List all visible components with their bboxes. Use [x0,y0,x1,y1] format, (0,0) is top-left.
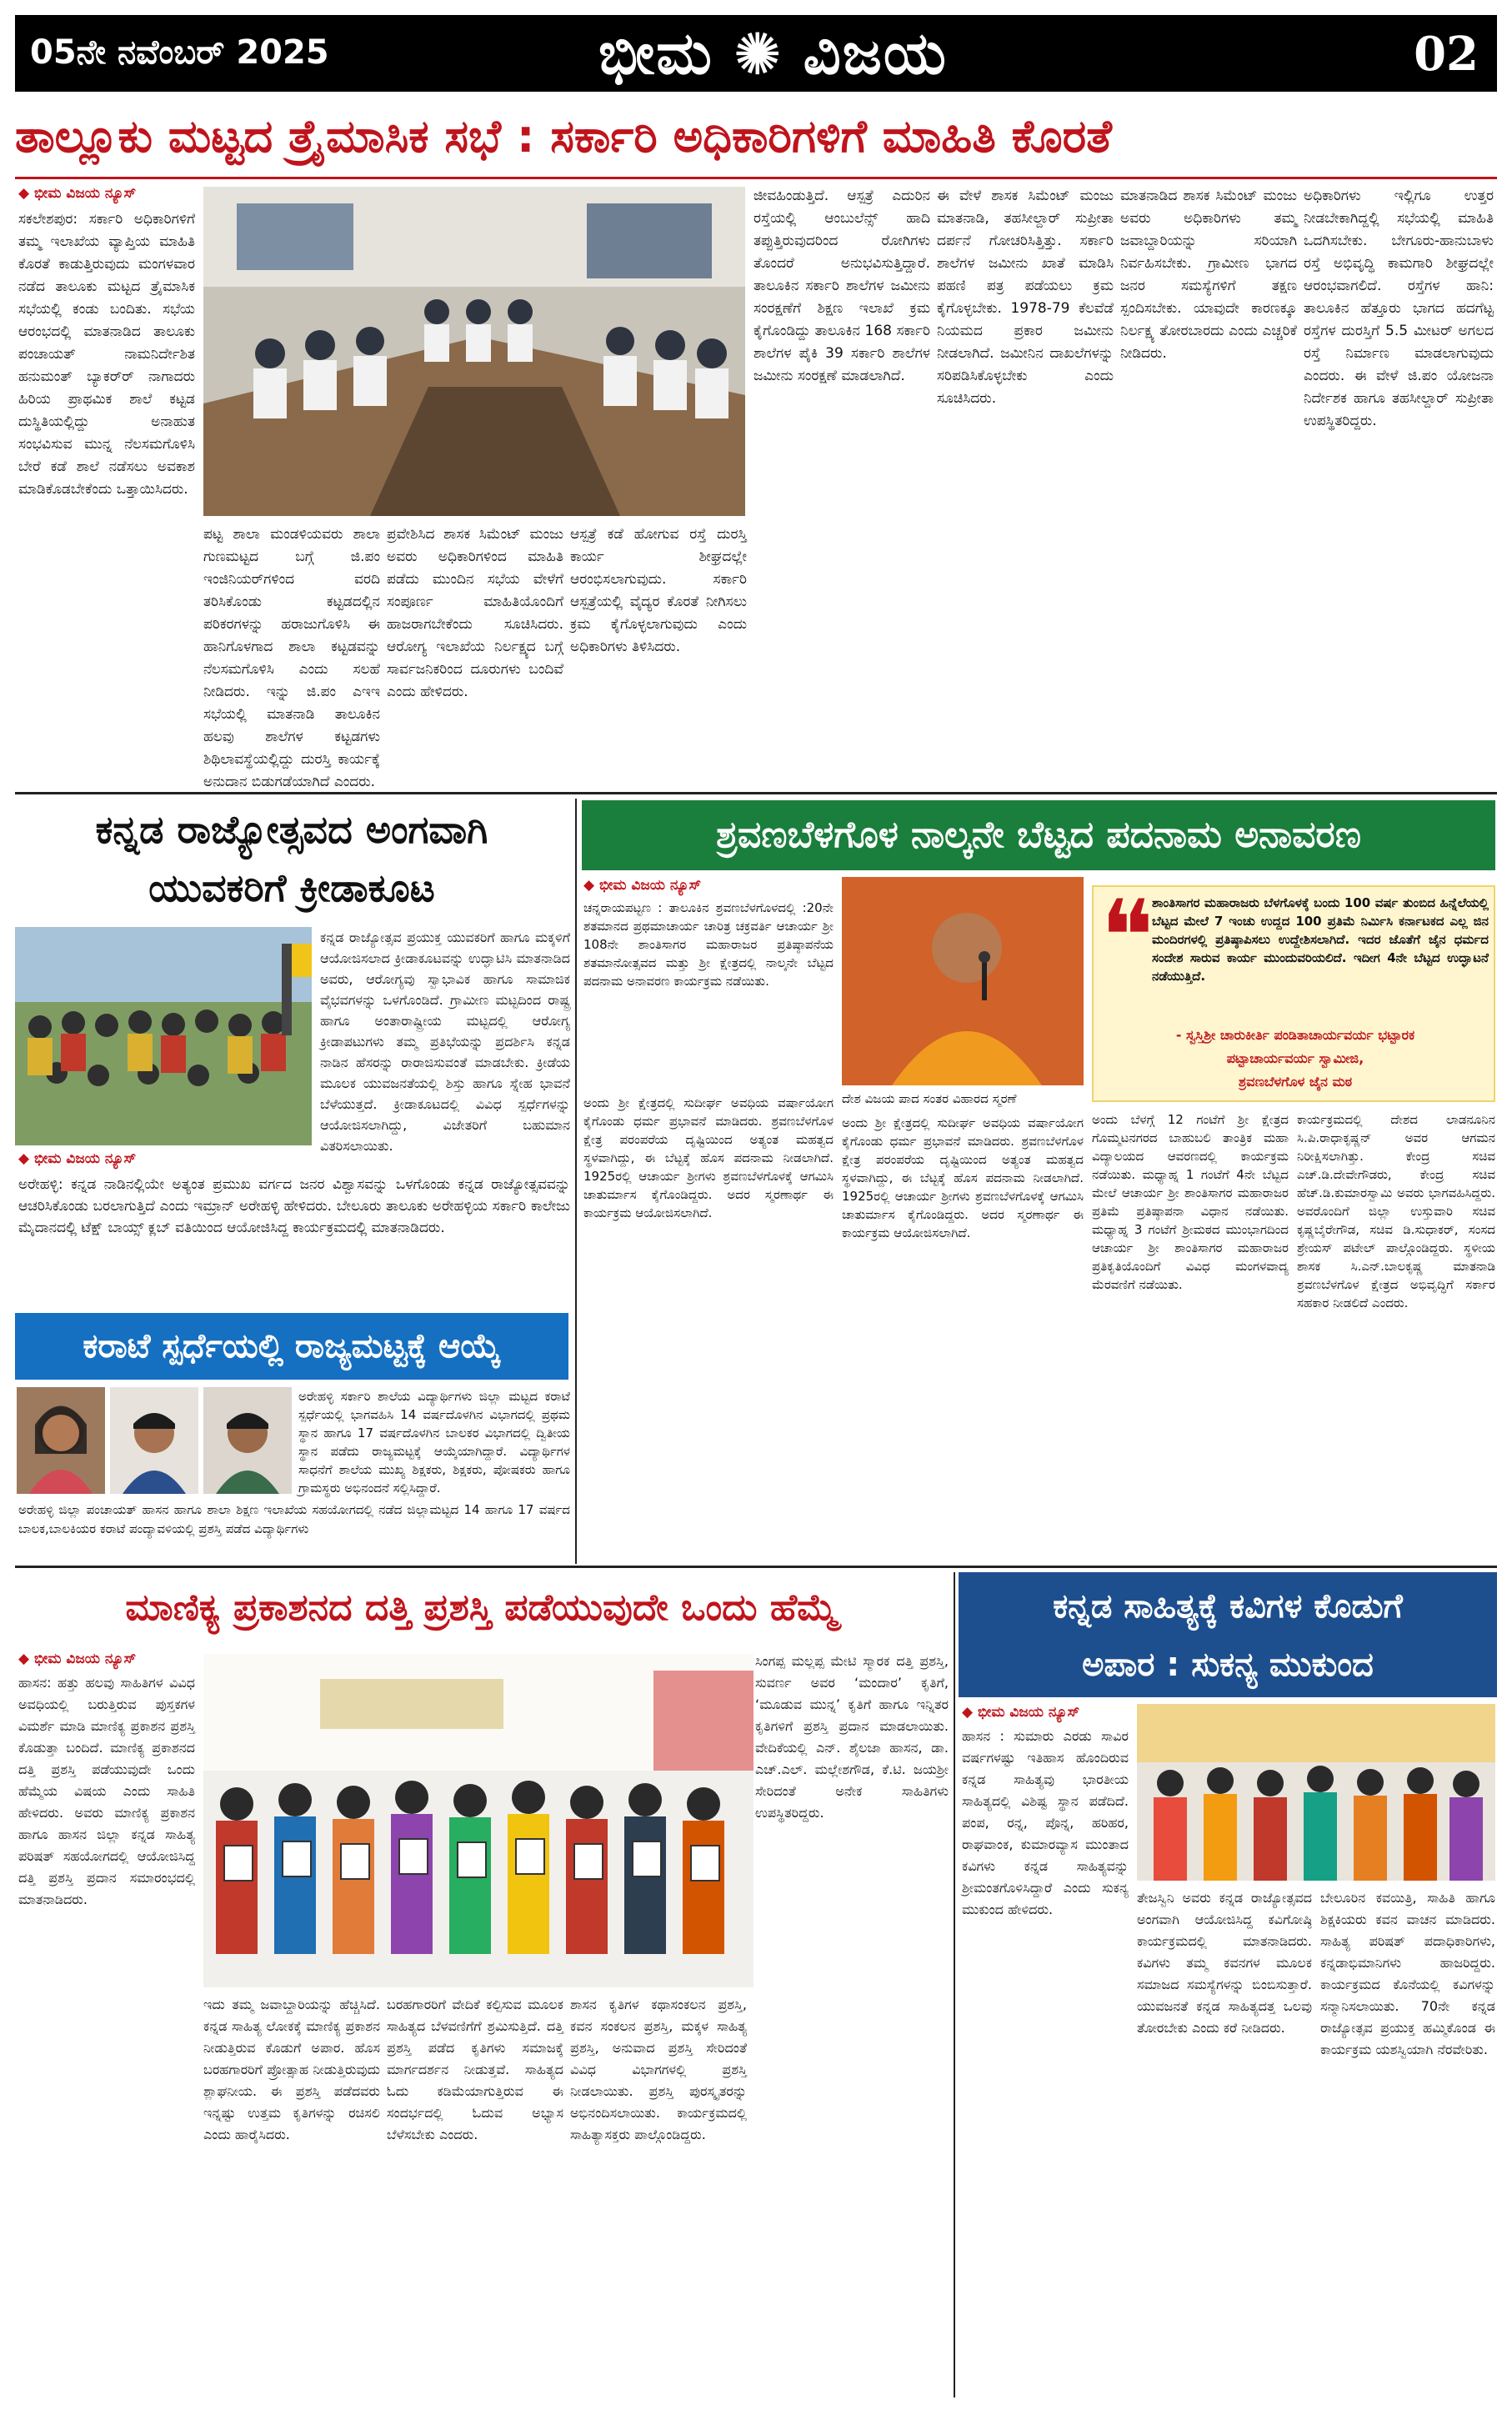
article1-col5: ಜೀವಹಿಂಡುತ್ತಿದೆ. ಆಸ್ಪತ್ರೆ ಎದುರಿನ ರಸ್ತೆಯಲ್ಲಿ ಆಂಬುಲೆನ್ಸ್ ಹಾದಿ ತಪ್ಪುತ್ತಿರುವುದರಿಂದ ರೋಗಿಗಳು ತೊಂದರೆ ಅನುಭವಿಸುತ್ತಿದ್ದಾರೆ. ತಾಲೂಕಿನ ಸರ್ಕಾರಿ ಶಾಲೆಗಳ ಜಮೀನು ಸಂರಕ್ಷಣೆಗೆ ಶಿಕ್ಷಣ ಇಲಾಖೆ ಕ್ರಮ ಕೈಗೊಂಡಿದ್ದು ತಾಲೂಕಿನ 168 ಸರ್ಕಾರಿ ಶಾಲೆಗಳ ಪೈಕಿ 39 ಸರ್ಕಾರಿ ಶಾಲೆಗಳ ಜಮೀನು ಸಂರಕ್ಷಣೆ ಮಾಡಲಾಗಿದೆ. [753,188,930,384]
article1-col3: ಪ್ರವೇಶಿಸಿದ ಶಾಸಕ ಸಿಮೆಂಟ್ ಮಂಜು ಅವರು ಅಧಿಕಾರಿಗಳಿಂದ ಮಾಹಿತಿ ಪಡೆದು ಮುಂದಿನ ಸಭೆಯ ವೇಳೆಗೆ ಸಂಪೂರ್ಣ ಮಾಹಿತಿಯೊಂದಿಗೆ ಹಾಜರಾಗಬೇಕೆಂದು ಸೂಚಿಸಿದರು. ಆರೋಗ್ಯ ಇಲಾಖೆಯ ನಿರ್ಲಕ್ಷ್ಯದ ಬಗ್ಗೆ ಸಾರ್ವಜನಿಕರಿಂದ ದೂರುಗಳು ಬಂದಿವೆ ಎಂದು ಹೇಳಿದರು. [387,526,563,700]
article3-headline: ಕರಾಟೆ ಸ್ಪರ್ಧೆಯಲ್ಲಿ ರಾಜ್ಯಮಟ್ಟಕ್ಕೆ ಆಯ್ಕೆ [15,1313,568,1380]
article1-headline: ತಾಲ್ಲೂಕು ಮಟ್ಟದ ತ್ರೈಮಾಸಿಕ ಸಭೆ : ಸರ್ಕಾರಿ ಅಧಿಕಾರಿಗಳಿಗೆ ಮಾಹಿತಿ ಕೊರತೆ [15,110,1112,163]
article2-headline-line1: ಕನ್ನಡ ರಾಜ್ಯೋತ್ಸವದ ಅಂಗವಾಗಿ [95,807,488,852]
article2-headline-line2: ಯುವಕರಿಗೆ ಕ್ರೀಡಾಕೂಟ [148,865,435,910]
student-photo-1 [17,1387,105,1494]
article6-col1: ಹಾಸನ : ಸುಮಾರು ಎರಡು ಸಾವಿರ ವರ್ಷಗಳಷ್ಟು ಇತಿಹಾಸ ಹೊಂದಿರುವ ಕನ್ನಡ ಸಾಹಿತ್ಯವು ಭಾರತೀಯ ಸಾಹಿತ್ಯದಲ್ಲಿ ವಿಶಿಷ್ಟ ಸ್ಥಾನ ಪಡೆದಿದೆ. ಪಂಪ, ರನ್ನ, ಪೊನ್ನ, ಹರಿಹರ, ರಾಘವಾಂಕ, ಕುಮಾರವ್ಯಾಸ ಮುಂತಾದ ಕವಿಗಳು ಕನ್ನಡ ಸಾಹಿತ್ಯವನ್ನು ಶ್ರೀಮಂತಗೊಳಿಸಿದ್ದಾರೆ ಎಂದು ಸುಕನ್ಯ ಮುಕುಂದ ಹೇಳಿದರು. [962,1728,1129,1917]
column-divider [954,1572,955,2397]
article4-col-mid: ಅಂದು ಶ್ರೀ ಕ್ಷೇತ್ರದಲ್ಲಿ ಸುದೀರ್ಘ ಅವಧಿಯ ವರ್ಷಾಯೋಗ ಕೈಗೊಂಡು ಧರ್ಮ ಪ್ರಭಾವನೆ ಮಾಡಿದರು. ಶ್ರವಣಬೆಳಗೊಳ ಕ್ಷೇತ್ರ ಪರಂಪರೆಯ ದೃಷ್ಟಿಯಿಂದ ಅತ್ಯಂತ ಮಹತ್ವದ ಸ್ಥಳವಾಗಿದ್ದು, ಈ ಬೆಟ್ಟಕ್ಕೆ ಹೊಸ ಪದನಾಮ ನೀಡಲಾಗಿದೆ. 1925ರಲ್ಲಿ ಆಚಾರ್ಯ ಶ್ರೀಗಳು ಶ್ರವಣಬೆಳಗೊಳಕ್ಕೆ ಆಗಮಿಸಿ ಚಾತುರ್ಮಾಸ ಕೈಗೊಂಡಿದ್ದರು. ಅದರ ಸ್ಮರಣಾರ್ಥ ಈ ಕಾರ್ಯಕ್ರಮ ಆಯೋಜಿಸಲಾಗಿದೆ. [583,1095,834,1220]
article4-headline: ಶ್ರವಣಬೆಳಗೊಳ ನಾಲ್ಕನೇ ಬೆಟ್ಟದ ಪದನಾಮ ಅನಾವರಣ [582,800,1495,870]
divider [15,792,1497,794]
article6-headline-box [959,1572,1497,1697]
article3-right-col: ಅರೇಹಳ್ಳಿ ಸರ್ಕಾರಿ ಶಾಲೆಯ ವಿದ್ಯಾರ್ಥಿಗಳು ಜಿಲ್ಲಾ ಮಟ್ಟದ ಕರಾಟೆ ಸ್ಪರ್ಧೆಯಲ್ಲಿ ಭಾಗವಹಿಸಿ 14 ವರ್ಷದೊಳಗಿನ ವಿಭಾಗದಲ್ಲಿ ಪ್ರಥಮ ಸ್ಥಾನ ಹಾಗೂ 17 ವರ್ಷದೊಳಗಿನ ಬಾಲಕರ ವಿಭಾಗದಲ್ಲಿ ದ್ವಿತೀಯ ಸ್ಥಾನ ಪಡೆದು ರಾಜ್ಯಮಟ್ಟಕ್ಕೆ ಆಯ್ಕೆಯಾಗಿದ್ದಾರೆ. ವಿದ್ಯಾರ್ಥಿಗಳ ಸಾಧನೆಗೆ ಶಾಲೆಯ ಮುಖ್ಯ ಶಿಕ್ಷಕರು, ಶಿಕ್ಷಕರು, ಪೋಷಕರು ಹಾಗೂ ಗ್ರಾಮಸ್ಥರು ಅಭಿನಂದನೆ ಸಲ್ಲಿಸಿದ್ದಾರೆ. [298,1389,570,1496]
article2-right-col: ಕನ್ನಡ ರಾಜ್ಯೋತ್ಸವ ಪ್ರಯುಕ್ತ ಯುವಕರಿಗೆ ಹಾಗೂ ಮಕ್ಕಳಿಗೆ ಆಯೋಜಿಸಲಾದ ಕ್ರೀಡಾಕೂಟವನ್ನು ಉದ್ಘಾಟಿಸಿ ಮಾತನಾಡಿದ ಅವರು, ಆರೋಗ್ಯವು ಸ್ವಾಭಾವಿಕ ಹಾಗೂ ಸಾಮಾಜಿಕ ವೈಭವಗಳನ್ನು ಒಳಗೊಂಡಿದೆ. ಗ್ರಾಮೀಣ ಮಟ್ಟದಿಂದ ರಾಷ್ಟ್ರ ಹಾಗೂ ಅಂತಾರಾಷ್ಟ್ರೀಯ ಮಟ್ಟದಲ್ಲಿ ಆರೋಗ್ಯ ಕ್ರೀಡಾಪಟುಗಳು ತಮ್ಮ ಪ್ರತಿಭೆಯನ್ನು ಪ್ರದರ್ಶಿಸಿ ಕನ್ನಡ ನಾಡಿನ ಹೆಸರನ್ನು ರಾರಾಜಿಸುವಂತೆ ಮಾಡಬೇಕು. ಕ್ರೀಡೆಯ ಮೂಲಕ ಯುವಜನತೆಯಲ್ಲಿ ಶಿಸ್ತು ಹಾಗೂ ಸ್ನೇಹ ಭಾವನೆ ಬೆಳೆಯುತ್ತದೆ. ಕ್ರೀಡಾಕೂಟದಲ್ಲಿ ವಿವಿಧ ಸ್ಪರ್ಧೆಗಳನ್ನು ಆಯೋಜಿಸಲಾಗಿದ್ದು, ವಿಜೇತರಿಗೆ ಬಹುಮಾನ ವಿತರಿಸಲಾಯಿತು. [320,929,570,1154]
monk-photo [842,877,1084,1085]
article4-col-mid2: ಅಂದು ಬೆಳಗ್ಗೆ 12 ಗಂಟೆಗೆ ಶ್ರೀ ಕ್ಷೇತ್ರದ ಗೊಮ್ಮಟನಗರದ ಬಾಹುಬಲಿ ತಾಂತ್ರಿಕ ಮಹಾ ವಿದ್ಯಾಲಯದ ಆವರಣದಲ್ಲಿ ಕಾರ್ಯಕ್ರಮ ನಡೆಯಿತು. ಮಧ್ಯಾಹ್ನ 1 ಗಂಟೆಗೆ 4ನೇ ಬೆಟ್ಟದ ಮೇಲೆ ಆಚಾರ್ಯ ಶ್ರೀ ಶಾಂತಿಸಾಗರ ಮಹಾರಾಜರ ಪ್ರತಿಮೆ ಪ್ರತಿಷ್ಠಾಪನಾ ವಿಧಾನ ನಡೆಯಿತು. ಮಧ್ಯಾಹ್ನ 3 ಗಂಟೆಗೆ ಶ್ರೀಮಠದ ಮುಂಭಾಗದಿಂದ ಆಚಾರ್ಯ ಶ್ರೀ ಶಾಂತಿಸಾಗರ ಮಹಾರಾಜರ ಪ್ರತಿಕೃತಿಯೊಂದಿಗೆ ವಿವಿಧ ಮಂಗಳವಾದ್ಯ ಮೆರವಣಿಗೆ ನಡೆಯಿತು. [1092,1112,1289,1292]
article5-col1: ಹಾಸನ: ಹತ್ತು ಹಲವು ಸಾಹಿತಿಗಳ ವಿವಿಧ ಅವಧಿಯಲ್ಲಿ ಬರುತ್ತಿರುವ ಪುಸ್ತಕಗಳ ವಿಮರ್ಶೆ ಮಾಡಿ ಮಾಣಿಕ್ಯ ಪ್ರಕಾಶನ ಪ್ರಶಸ್ತಿ ಕೊಡುತ್ತಾ ಬಂದಿದೆ. ಮಾಣಿಕ್ಯ ಪ್ರಕಾಶನದ ದತ್ತಿ ಪ್ರಶಸ್ತಿ ಪಡೆಯುವುದೇ ಒಂದು ಹೆಮ್ಮೆಯ ವಿಷಯ ಎಂದು ಸಾಹಿತಿ ಹೇಳಿದರು. ಅವರು ಮಾಣಿಕ್ಯ ಪ್ರಕಾಶನ ಹಾಗೂ ಹಾಸನ ಜಿಲ್ಲಾ ಕನ್ನಡ ಸಾಹಿತ್ಯ ಪರಿಷತ್ ಸಹಯೋಗದಲ್ಲಿ ಆಯೋಜಿಸಿದ್ದ ದತ್ತಿ ಪ್ರಶಸ್ತಿ ಪ್ರದಾನ ಸಮಾರಂಭದಲ್ಲಿ ಮಾತನಾಡಿದರು. [18,1675,195,1907]
quote-box [1092,879,1495,1102]
article4-col-right: ಕಾರ್ಯಕ್ರಮದಲ್ಲಿ ದೇಶದ ಲಾಡನೂನಿನ ಸಿ.ಪಿ.ರಾಧಾಕೃಷ್ಣನ್ ಅವರ ಆಗಮನ ನಿರೀಕ್ಷಿಸಲಾಗಿತ್ತು. ಕೇಂದ್ರ ಸಚಿವ ಎಚ್.ಡಿ.ದೇವೇಗೌಡರು, ಕೇಂದ್ರ ಸಚಿವ ಹೆಚ್.ಡಿ.ಕುಮಾರಸ್ವಾಮಿ ಅವರು ಭಾಗವಹಿಸಿದ್ದರು. ಅವರೊಂದಿಗೆ ಜಿಲ್ಲಾ ಉಸ್ತುವಾರಿ ಸಚಿವ ಕೃಷ್ಣಬೈರೇಗೌಡ, ಸಚಿವ ಡಿ.ಸುಧಾಕರ್, ಸಂಸದ ಶ್ರೇಯಸ್ ಪಟೇಲ್ ಪಾಲ್ಗೊಂಡಿದ್ದರು. ಸ್ಥಳೀಯ ಶಾಸಕ ಸಿ.ಎನ್.ಬಾಲಕೃಷ್ಣ ಮಾತನಾಡಿ ಶ್ರವಣಬೆಳಗೊಳ ಕ್ಷೇತ್ರದ ಅಭಿವೃದ್ಧಿಗೆ ಸರ್ಕಾರ ಸಹಕಾರ ನೀಡಲಿದೆ ಎಂದರು. [1297,1112,1495,1310]
article4-intro-col: ಚನ್ನರಾಯಪಟ್ಟಣ : ತಾಲೂಕಿನ ಶ್ರವಣಬೆಳಗೊಳದಲ್ಲಿ :20ನೇ ಶತಮಾನದ ಪ್ರಥಮಾಚಾರ್ಯ ಚಾರಿತ್ರ ಚಕ್ರವರ್ತಿ ಆಚಾರ್ಯ ಶ್ರೀ 108ನೇ ಶಾಂತಿಸಾಗರ ಮಹಾರಾಜರ ಪ್ರತಿಷ್ಠಾಪನೆಯ ಶತಮಾನೋತ್ಸವದ ಮತ್ತು ಶ್ರೀ ಕ್ಷೇತ್ರದಲ್ಲಿ ನಾಲ್ಕನೇ ಬೆಟ್ಟದ ಪದನಾಮ ಅನಾವರಣ ಕಾರ್ಯಕ್ರಮ ನಡೆಯಿತು. [583,900,834,989]
article1-col4: ಆಸ್ಪತ್ರೆ ಕಡೆ ಹೋಗುವ ರಸ್ತೆ ದುರಸ್ತಿ ಕಾರ್ಯ ಶೀಘ್ರದಲ್ಲೇ ಆರಂಭಿಸಲಾಗುವುದು. ಸರ್ಕಾರಿ ಆಸ್ಪತ್ರೆಯಲ್ಲಿ ವೈದ್ಯರ ಕೊರತೆ ನೀಗಿಸಲು ಕ್ರಮ ಕೈಗೊಳ್ಳಲಾಗುವುದು ಎಂದು ಅಧಿಕಾರಿಗಳು ತಿಳಿಸಿದರು. [570,526,747,655]
sports-group-photo [15,927,312,1145]
article1-col7: ಮಾತನಾಡಿದ ಶಾಸಕ ಸಿಮೆಂಟ್ ಮಂಜು ಅವರು ಅಧಿಕಾರಿಗಳು ತಮ್ಮ ಜವಾಬ್ದಾರಿಯನ್ನು ಸರಿಯಾಗಿ ನಿರ್ವಹಿಸಬೇಕು. ಗ್ರಾಮೀಣ ಭಾಗದ ಜನರ ಸಮಸ್ಯೆಗಳಿಗೆ ತಕ್ಷಣ ಸ್ಪಂದಿಸಬೇಕು. ಯಾವುದೇ ಕಾರಣಕ್ಕೂ ನಿರ್ಲಕ್ಷ್ಯ ತೋರಬಾರದು ಎಂದು ಎಚ್ಚರಿಕೆ ನೀಡಿದರು. [1120,188,1297,362]
article1-byline: ◆ ಭೀಮ ವಿಜಯ ನ್ಯೂಸ್ [18,185,195,202]
article6-col2: ತೇಜಸ್ವಿನಿ ಅವರು ಕನ್ನಡ ರಾಜ್ಯೋತ್ಸವದ ಅಂಗವಾಗಿ ಆಯೋಜಿಸಿದ್ದ ಕವಿಗೋಷ್ಠಿ ಕಾರ್ಯಕ್ರಮದಲ್ಲಿ ಮಾತನಾಡಿದರು. ಕವಿಗಳು ತಮ್ಮ ಕವನಗಳ ಮೂಲಕ ಸಮಾಜದ ಸಮಸ್ಯೆಗಳನ್ನು ಬಿಂಬಿಸುತ್ತಾರೆ. ಯುವಜನತೆ ಕನ್ನಡ ಸಾಹಿತ್ಯದತ್ತ ಒಲವು ತೋರಬೇಕು ಎಂದು ಕರೆ ನೀಡಿದರು. [1137,1890,1312,2036]
quote-attribution-1: - ಸ್ವಸ್ತಿಶ್ರೀ ಚಾರುಕೀರ್ತಿ ಪಂಡಿತಾಚಾರ್ಯವರ್ಯ ಭಟ್ಟಾರಕ [1175,1027,1415,1043]
article1-col6: ಈ ವೇಳೆ ಶಾಸಕ ಸಿಮೆಂಟ್ ಮಂಜು ಮಾತನಾಡಿ, ತಹಸೀಲ್ದಾರ್ ಸುಪ್ರೀತಾ ದರ್ಪನೆ ಗೋಚರಿಸಿತ್ತಿತ್ತು. ಸರ್ಕಾರಿ ಶಾಲೆಗಳ ಜಮೀನು ಖಾತೆ ಮಾಡಿಸಿ ಪಹಣಿ ಪತ್ರ ಪಡೆಯಲು ಕ್ರಮ ಕೈಗೊಳ್ಳಬೇಕು. 1978-79 ಕೆಲವೆಡೆ ನಿಯಮದ ಪ್ರಕಾರ ಜಮೀನು ನೀಡಲಾಗಿದೆ. ಜಮೀನಿನ ದಾಖಲೆಗಳನ್ನು ಸರಿಪಡಿಸಿಕೊಳ್ಳಬೇಕು ಎಂದು ಸೂಚಿಸಿದರು. [937,188,1114,407]
divider [15,1566,1497,1568]
article4-photo-caption: ದೇಶ ವಿಜಯ ಪಾದ ಸಂತರ ವಿಹಾರದ ಸ್ಮರಣೆ [842,1091,1017,1106]
article5-headline: ಮಾಣಿಕ್ಯ ಪ್ರಕಾಶನದ ದತ್ತಿ ಪ್ರಶಸ್ತಿ ಪಡೆಯುವುದೇ ಒಂದು ಹೆಮ್ಮೆ [125,1586,839,1629]
article4-body-col: ಅಂದು ಶ್ರೀ ಕ್ಷೇತ್ರದಲ್ಲಿ ಸುದೀರ್ಘ ಅವಧಿಯ ವರ್ಷಾಯೋಗ ಕೈಗೊಂಡು ಧರ್ಮ ಪ್ರಭಾವನೆ ಮಾಡಿದರು. ಶ್ರವಣಬೆಳಗೊಳ ಕ್ಷೇತ್ರ ಪರಂಪರೆಯ ದೃಷ್ಟಿಯಿಂದ ಅತ್ಯಂತ ಮಹತ್ವದ ಸ್ಥಳವಾಗಿದ್ದು, ಈ ಬೆಟ್ಟಕ್ಕೆ ಹೊಸ ಪದನಾಮ ನೀಡಲಾಗಿದೆ. 1925ರಲ್ಲಿ ಆಚಾರ್ಯ ಶ್ರೀಗಳು ಶ್ರವಣಬೆಳಗೊಳಕ್ಕೆ ಆಗಮಿಸಿ ಚಾತುರ್ಮಾಸ ಕೈಗೊಂಡಿದ್ದರು. ಅದರ ಸ್ಮರಣಾರ್ಥ ಈ ಕಾರ್ಯಕ್ರಮ ಆಯೋಜಿಸಲಾಗಿದೆ. [842,1115,1084,1240]
article4-byline: ◆ ಭೀಮ ವಿಜಯ ನ್ಯೂಸ್ [583,877,834,894]
article5-col3: ಬರಹಗಾರರಿಗೆ ವೇದಿಕೆ ಕಲ್ಪಿಸುವ ಮೂಲಕ ಸಾಹಿತ್ಯದ ಬೆಳವಣಿಗೆಗೆ ಶ್ರಮಿಸುತ್ತಿದೆ. ದತ್ತಿ ಪ್ರಶಸ್ತಿ ಪಡೆದ ಕೃತಿಗಳು ಸಮಾಜಕ್ಕೆ ಮಾರ್ಗದರ್ಶನ ನೀಡುತ್ತವೆ. ಸಾಹಿತ್ಯದ ಓದು ಕಡಿಮೆಯಾಗುತ್ತಿರುವ ಈ ಸಂದರ್ಭದಲ್ಲಿ ಓದುವ ಅಭ್ಯಾಸ ಬೆಳೆಸಬೇಕು ಎಂದರು. [387,1997,563,2142]
poets-group-photo [1137,1704,1495,1881]
article6-headline-line1: ಕನ್ನಡ ಸಾಹಿತ್ಯಕ್ಕೆ ಕವಿಗಳ ಕೊಡುಗೆ [1053,1587,1403,1626]
quote-attribution-2: ಪಟ್ಟಾಚಾರ್ಯವರ್ಯ ಸ್ವಾಮೀಜಿ, [1226,1050,1364,1066]
newspaper-logo: ಭೀಮ ✺ ವಿಜಯ [598,18,948,88]
article6-headline-line2: ಅಪಾರ : ಸುಕನ್ಯ ಮುಕುಂದ [1082,1646,1374,1684]
page-number: 02 [1414,27,1479,82]
meeting-photo [203,187,745,516]
article3-caption: ಅರೇಹಳ್ಳಿ ಜಿಲ್ಲಾ ಪಂಚಾಯತ್ ಹಾಸನ ಹಾಗೂ ಶಾಲಾ ಶಿಕ್ಷಣ ಇಲಾಖೆಯ ಸಹಯೋಗದಲ್ಲಿ ನಡೆದ ಜಿಲ್ಲಾಮಟ್ಟದ 14 ಹಾಗೂ 17 ವರ್ಷದ ಬಾಲಕ,ಬಾಲಕಿಯರ ಕರಾಟೆ ಪಂದ್ಯಾವಳಿಯಲ್ಲಿ ಪ್ರಶಸ್ತಿ ಪಡೆದ ವಿದ್ಯಾರ್ಥಿಗಳು [18,1502,570,1536]
column-divider [575,799,577,1564]
article1-col2: ಪಟ್ಟ ಶಾಲಾ ಮಂಡಳಿಯವರು ಶಾಲಾ ಗುಣಮಟ್ಟದ ಬಗ್ಗೆ ಜಿ.ಪಂ ಇಂಜಿನಿಯರ್‌ಗಳಿಂದ ವರದಿ ತರಿಸಿಕೊಂಡು ಕಟ್ಟಡದಲ್ಲಿನ ಪರಿಕರಗಳನ್ನು ಹರಾಜುಗೊಳಿಸಿ ಈ ಹಾನಿಗೊಳಗಾದ ಶಾಲಾ ಕಟ್ಟಡವನ್ನು ನೆಲಸಮಗೊಳಿಸಿ ಎಂದು ಸಲಹೆ ನೀಡಿದರು. ಇನ್ನು ಜಿ.ಪಂ ಎಇಇ ಸಭೆಯಲ್ಲಿ ಮಾತನಾಡಿ ತಾಲೂಕಿನ ಹಲವು ಶಾಲೆಗಳ ಕಟ್ಟಡಗಳು ಶಿಥಿಲಾವಸ್ಥೆಯಲ್ಲಿದ್ದು ದುರಸ್ತಿ ಕಾರ್ಯಕ್ಕೆ ಅನುದಾನ ಬಿಡುಗಡೆಯಾಗಿದೆ ಎಂದರು. [203,526,380,790]
article1-col1: ಸಕಲೇಶಪುರ: ಸರ್ಕಾರಿ ಅಧಿಕಾರಿಗಳಿಗೆ ತಮ್ಮ ಇಲಾಖೆಯ ವ್ಯಾಪ್ತಿಯ ಮಾಹಿತಿ ಕೊರತೆ ಕಾಡುತ್ತಿರುವುದು ಮಂಗಳವಾರ ನಡೆದ ತಾಲೂಕು ಮಟ್ಟದ ತ್ರೈಮಾಸಿಕ ಸಭೆಯಲ್ಲಿ ಕಂಡು ಬಂದಿತು. ಸಭೆಯ ಆರಂಭದಲ್ಲಿ ಮಾತನಾಡಿದ ತಾಲೂಕು ಪಂಚಾಯತ್ ನಾಮನಿರ್ದೇಶಿತ ಹನುಮಂತ್ ಬ್ಯಾಕರ್‌ರ್ ನಾಗಾದರು ಹಿರಿಯ ಪ್ರಾಥಮಿಕ ಶಾಲೆ ಕಟ್ಟಡ ದುಸ್ಥಿತಿಯಲ್ಲಿದ್ದು ಅನಾಹುತ ಸಂಭವಿಸುವ ಮುನ್ನ ನೆಲಸಮಗೊಳಿಸಿ ಬೇರೆ ಕಡೆ ಶಾಲೆ ನಡೆಸಲು ಅವಕಾಶ ಮಾಡಿಕೊಡಬೇಕೆಂದು ಒತ್ತಾಯಿಸಿದರು. [18,211,195,498]
student-photo-3 [203,1387,292,1494]
quote-text: ಶಾಂತಿಸಾಗರ ಮಹಾರಾಜರು ಬೆಳಗೊಳಕ್ಕೆ ಬಂದು 100 ವರ್ಷ ತುಂಬಿದ ಹಿನ್ನೆಲೆಯಲ್ಲಿ ಬೆಟ್ಟದ ಮೇಲೆ 7 ಇಂಚು ಉದ್ದದ 100 ಪ್ರತಿಮೆ ನಿರ್ಮಿಸಿ ಕರ್ನಾಟಕದ ಎಲ್ಲ ಜಿನ ಮಂದಿರಗಳಲ್ಲಿ ಪ್ರತಿಷ್ಠಾಪಿಸಲು ಉದ್ದೇಶಿಸಲಾಗಿದೆ. ಇದರ ಜೊತೆಗೆ ಜೈನ ಧರ್ಮದ ಸಂದೇಶ ಸಾರುವ ಕಾರ್ಯ ಮುಂದುವರಿಯಲಿದೆ. ಇದೀಗ 4ನೇ ಬೆಟ್ಟದ ಉದ್ಘಾಟನೆ ನಡೆಯುತ್ತಿದೆ. [1152,895,1489,984]
quote-attribution-3: ಶ್ರವಣಬೆಳಗೊಳ ಜೈನ ಮಠ [1238,1074,1353,1090]
divider [15,177,1497,179]
article2-bottom-col: ಅರೇಹಳ್ಳಿ: ಕನ್ನಡ ನಾಡಿನಲ್ಲಿಯೇ ಅತ್ಯಂತ ಪ್ರಮುಖ ವರ್ಗದ ಜನರ ವಿಶ್ವಾಸವನ್ನು ಒಳಗೊಂಡು ಕನ್ನಡ ರಾಜ್ಯೋತ್ಸವವನ್ನು ಆಚರಿಸಿಕೊಂಡು ಬರಲಾಗುತ್ತಿದೆ ಎಂದು ಇಮ್ರಾನ್ ಅರೇಹಳ್ಳಿ ಹೇಳಿದರು. ಬೇಲೂರು ತಾಲೂಕು ಅರೇಹಳ್ಳಿಯ ಸರ್ಕಾರಿ ಕಾಲೇಜು ಮೈದಾನದಲ್ಲಿ ಟೆಕ್ಷ್ ಬಾಯ್ಸ್ ಕ್ಲಬ್ ವತಿಯಿಂದ ಆಯೋಜಿಸಿದ್ದ ಕಾರ್ಯಕ್ರಮದಲ್ಲಿ ಮಾತನಾಡಿದರು. [18,1176,570,1236]
article1-col8: ಅಧಿಕಾರಿಗಳು ಇಲ್ಲಿಗೂ ಉತ್ತರ ನೀಡಬೇಕಾಗಿದ್ದಲ್ಲಿ ಸಭೆಯಲ್ಲಿ ಮಾಹಿತಿ ಒದಗಿಸಬೇಕು. ಬೇಗೂರು-ಹಾನುಬಾಳು ರಸ್ತೆ ಅಭಿವೃದ್ಧಿ ಕಾಮಗಾರಿ ಶೀಘ್ರದಲ್ಲೇ ಆರಂಭವಾಗಲಿದೆ. ರಸ್ತೆಗಳ ಹಾನಿ: ತಾಲೂಕಿನ ಹೆತ್ತೂರು ಭಾಗದ ಹದಗೆಟ್ಟ ರಸ್ತೆಗಳ ದುರಸ್ತಿಗೆ 5.5 ಮೀಟರ್ ಅಗಲದ ರಸ್ತೆ ನಿರ್ಮಾಣ ಮಾಡಲಾಗುವುದು ಎಂದರು. ಈ ವೇಳೆ ಜಿ.ಪಂ ಯೋಜನಾ ನಿರ್ದೇಶಕ ಹಾಗೂ ತಹಸೀಲ್ದಾರ್ ಸುಪ್ರೀತಾ ಉಪಸ್ಥಿತರಿದ್ದರು. [1304,188,1494,429]
article5-col2: ಇದು ತಮ್ಮ ಜವಾಬ್ದಾರಿಯನ್ನು ಹೆಚ್ಚಿಸಿದೆ. ಕನ್ನಡ ಸಾಹಿತ್ಯ ಲೋಕಕ್ಕೆ ಮಾಣಿಕ್ಯ ಪ್ರಕಾಶನ ನೀಡುತ್ತಿರುವ ಕೊಡುಗೆ ಅಪಾರ. ಹೊಸ ಬರಹಗಾರರಿಗೆ ಪ್ರೋತ್ಸಾಹ ನೀಡುತ್ತಿರುವುದು ಶ್ಲಾಘನೀಯ. ಈ ಪ್ರಶಸ್ತಿ ಪಡೆದವರು ಇನ್ನಷ್ಟು ಉತ್ತಮ ಕೃತಿಗಳನ್ನು ರಚಿಸಲಿ ಎಂದು ಹಾರೈಸಿದರು. [203,1997,380,2142]
article6-byline: ◆ ಭೀಮ ವಿಜಯ ನ್ಯೂಸ್ [962,1704,1129,1721]
student-photo-2 [110,1387,198,1494]
article5-col4: ಸಿಂಗಪ್ಪ ಮಲ್ಲಪ್ಪ ಮೇಟಿ ಸ್ಮಾರಕ ದತ್ತಿ ಪ್ರಶಸ್ತಿ, ಸುವರ್ಣ ಅವರ ‘ಮಂದಾರ’ ಕೃತಿಗೆ, ‘ಮೂಡುವ ಮುನ್ನ’ ಕೃತಿಗೆ ಹಾಗೂ ಇನ್ನಿತರ ಕೃತಿಗಳಿಗೆ ಪ್ರಶಸ್ತಿ ಪ್ರದಾನ ಮಾಡಲಾಯಿತು. ವೇದಿಕೆಯಲ್ಲಿ ಎನ್. ಶೈಲಜಾ ಹಾಸನ, ಡಾ. ಎಚ್.ಎಲ್. ಮಲ್ಲೇಶಗೌಡ, ಕೆ.ಟಿ. ಜಯಶ್ರೀ ಸೇರಿದಂತೆ ಅನೇಕ ಸಾಹಿತಿಗಳು ಉಪಸ್ಥಿತರಿದ್ದರು. [755,1653,949,1821]
award-ceremony-photo [203,1654,753,1987]
article5-byline: ◆ ಭೀಮ ವಿಜಯ ನ್ಯೂಸ್ [18,1651,195,1667]
article2-byline: ◆ ಭೀಮ ವಿಜಯ ನ್ಯೂಸ್ [18,1150,315,1167]
quote-mark-icon: ❝ [1100,879,1154,995]
article6-col3: ಬೇಲೂರಿನ ಕವಯಿತ್ರಿ, ಸಾಹಿತಿ ಹಾಗೂ ಶಿಕ್ಷಕಿಯರು ಕವನ ವಾಚನ ಮಾಡಿದರು. ಸಾಹಿತ್ಯ ಪರಿಷತ್ ಪದಾಧಿಕಾರಿಗಳು, ಕನ್ನಡಾಭಿಮಾನಿಗಳು ಹಾಜರಿದ್ದರು. ಕಾರ್ಯಕ್ರಮದ ಕೊನೆಯಲ್ಲಿ ಕವಿಗಳನ್ನು ಸನ್ಮಾನಿಸಲಾಯಿತು. 70ನೇ ಕನ್ನಡ ರಾಜ್ಯೋತ್ಸವ ಪ್ರಯುಕ್ತ ಹಮ್ಮಿಕೊಂಡ ಈ ಕಾರ್ಯಕ್ರಮ ಯಶಸ್ವಿಯಾಗಿ ನೆರವೇರಿತು. [1320,1890,1495,2057]
issue-date: 05ನೇ ನವೆಂಬರ್ 2025 [30,33,329,72]
masthead [15,15,1497,92]
article5-col3b: ಶಾಸನ ಕೃತಿಗಳ ಕಥಾಸಂಕಲನ ಪ್ರಶಸ್ತಿ, ಕವನ ಸಂಕಲನ ಪ್ರಶಸ್ತಿ, ಮಕ್ಕಳ ಸಾಹಿತ್ಯ ಪ್ರಶಸ್ತಿ, ಅನುವಾದ ಪ್ರಶಸ್ತಿ ಸೇರಿದಂತೆ ವಿವಿಧ ವಿಭಾಗಗಳಲ್ಲಿ ಪ್ರಶಸ್ತಿ ನೀಡಲಾಯಿತು. ಪ್ರಶಸ್ತಿ ಪುರಸ್ಕೃತರನ್ನು ಅಭಿನಂದಿಸಲಾಯಿತು. ಕಾರ್ಯಕ್ರಮದಲ್ಲಿ ಸಾಹಿತ್ಯಾಸಕ್ತರು ಪಾಲ್ಗೊಂಡಿದ್ದರು. [570,1997,747,2142]
